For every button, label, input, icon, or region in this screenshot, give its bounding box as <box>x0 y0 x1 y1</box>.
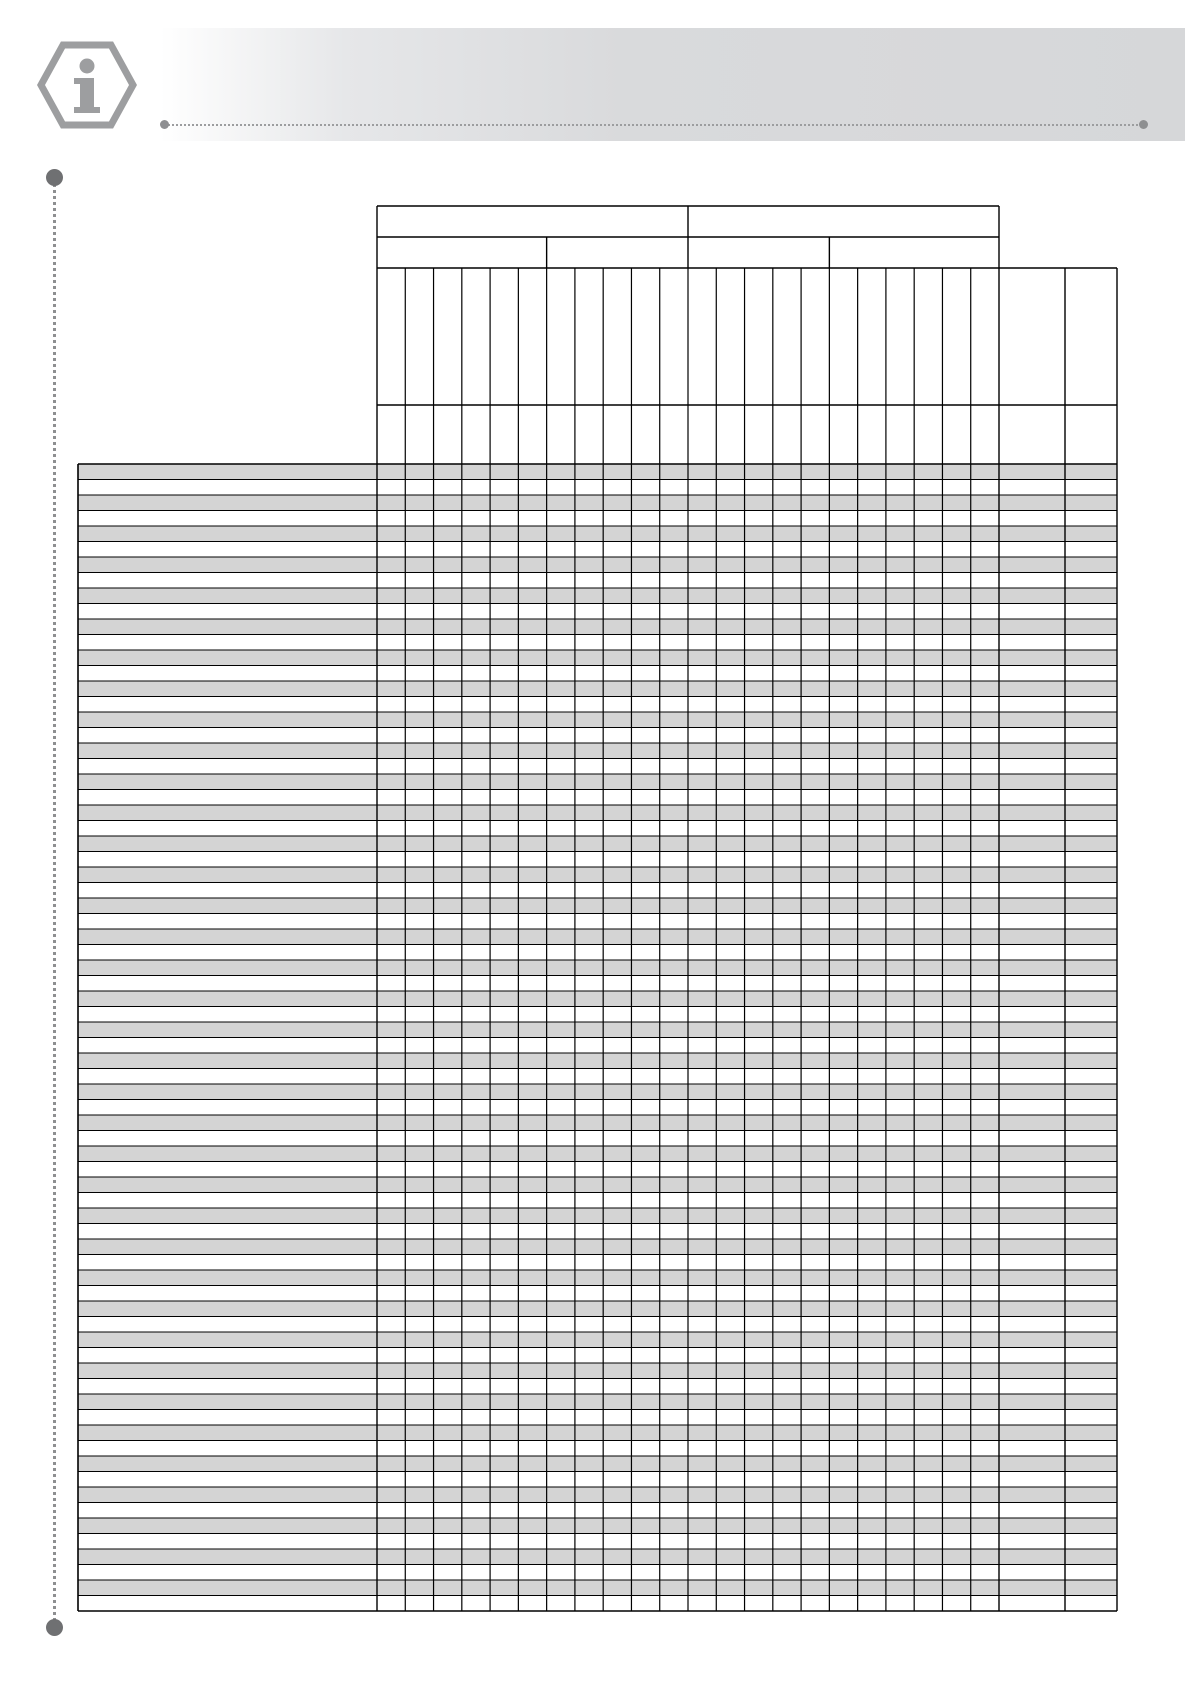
table-row-shaded <box>78 1425 1117 1441</box>
table-row-shaded <box>78 712 1117 728</box>
table-row-shaded <box>78 1239 1117 1255</box>
table-row-shaded <box>78 681 1117 697</box>
table-row-shaded <box>78 1363 1117 1379</box>
table-row-shaded <box>78 588 1117 604</box>
table-row-shaded <box>78 898 1117 914</box>
table-row-shaded <box>78 1394 1117 1410</box>
table-row-shaded <box>78 1580 1117 1596</box>
table-row-shaded <box>78 1301 1117 1317</box>
table-row-shaded <box>78 743 1117 759</box>
table-row-shaded <box>78 836 1117 852</box>
table-row-shaded <box>78 1053 1117 1069</box>
table-row-shaded <box>78 1146 1117 1162</box>
table-row-shaded <box>78 1115 1117 1131</box>
table-row-shaded <box>78 1487 1117 1503</box>
table-row-shaded <box>78 1177 1117 1193</box>
table-row-shaded <box>78 557 1117 573</box>
table-row-shaded <box>78 1456 1117 1472</box>
table-row-shaded <box>78 991 1117 1007</box>
table-row-shaded <box>78 867 1117 883</box>
table-row-shaded <box>78 805 1117 821</box>
table-row-shaded <box>78 1270 1117 1286</box>
table-row-shaded <box>78 1022 1117 1038</box>
table-row-shaded <box>78 650 1117 666</box>
table-row-shaded <box>78 1549 1117 1565</box>
table-row-shaded <box>78 774 1117 790</box>
table-row-shaded <box>78 1518 1117 1534</box>
table-row-shaded <box>78 1084 1117 1100</box>
table-row-shaded <box>78 960 1117 976</box>
table-row-shaded <box>78 495 1117 511</box>
table-row-shaded <box>78 1332 1117 1348</box>
table-row-shaded <box>78 619 1117 635</box>
table-row-shaded <box>78 1208 1117 1224</box>
table-row-shaded <box>78 464 1117 480</box>
table-row-shaded <box>78 526 1117 542</box>
table-row-shaded <box>78 929 1117 945</box>
